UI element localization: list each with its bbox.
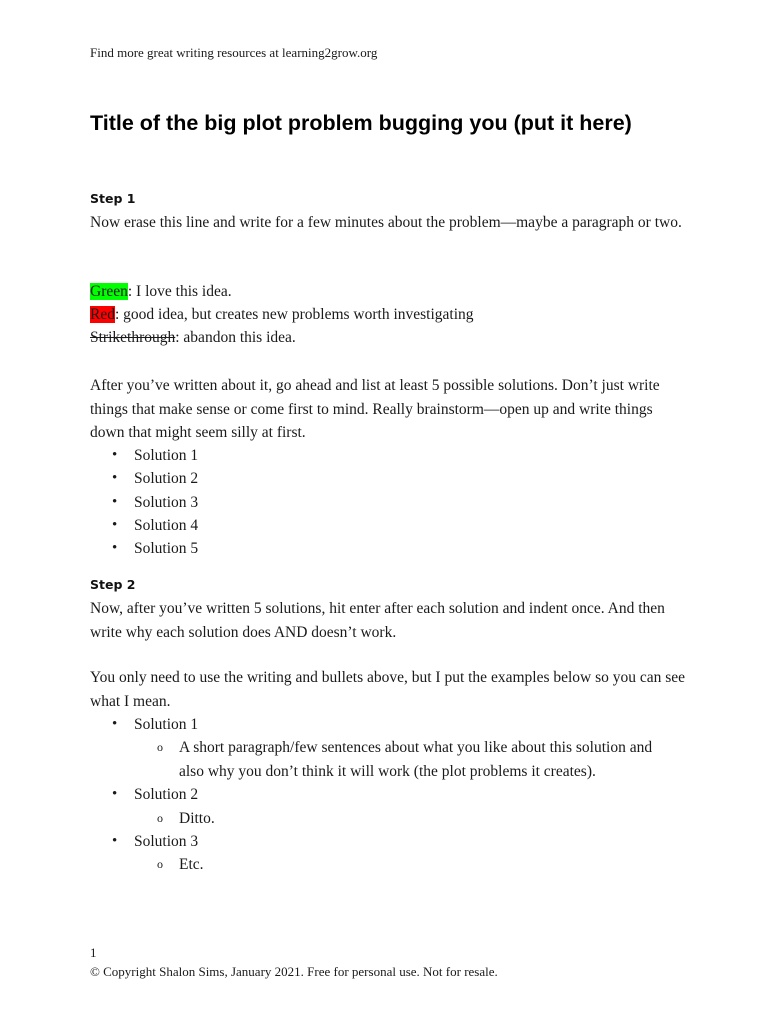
list-item: • Solution 2 (90, 783, 679, 806)
legend-red-word: Red (90, 306, 115, 323)
legend-green-word: Green (90, 283, 128, 300)
solutions-list (90, 444, 198, 560)
list-item: • Solution 1 (90, 444, 198, 467)
step-1-label: Step 1 (90, 191, 136, 206)
legend-red-text: : good idea, but creates new problems worth investigating (114, 306, 474, 323)
step-2-note: You only need to use the writing and bullets above, but I put the examples below so you can see what I mean. (90, 669, 686, 710)
page-number: 1 (90, 945, 97, 960)
list-item: • Solution 4 (90, 514, 198, 537)
sub-list-item (90, 736, 679, 783)
sub-list-item (90, 853, 679, 877)
legend-strike-word: Strikethrough (90, 329, 176, 346)
list-item: • Solution 3 (90, 830, 679, 853)
legend-red (90, 306, 474, 324)
header-resource-note: Find more great writing resources at learning2grow.org (90, 45, 378, 60)
sub-list-item (90, 807, 679, 831)
step-1-intro: Now erase this line and write for a few minutes about the problem—maybe a paragraph or two. (90, 214, 682, 231)
document-title: Title of the big plot problem bugging you (put it here) (90, 111, 632, 135)
list-item: • Solution 5 (90, 537, 198, 560)
step-2-intro: Now, after you’ve written 5 solutions, hit enter after each solution and indent once. And then write why each solution does AND doesn’t work. (90, 600, 665, 641)
list-item: • Solution 2 (90, 467, 198, 490)
hollow-bullet-icon: o (157, 810, 163, 825)
sub-item-text: Ditto. (179, 809, 215, 827)
examples-list (90, 713, 679, 877)
legend-green (90, 283, 232, 301)
legend-strike-text: : abandon this idea. (175, 329, 296, 346)
step-2-label: Step 2 (90, 577, 136, 592)
copyright-notice: © Copyright Shalon Sims, January 2021. Free for personal use. Not for resale. (90, 964, 498, 979)
hollow-bullet-icon: o (157, 857, 163, 872)
step-1-instructions: After you’ve written about it, go ahead and list at least 5 possible solutions. Don’t just write things that make sense or come first to mind. Really brainstorm—open up and write things down that might seem silly at first. (90, 377, 660, 441)
sub-item-text: A short paragraph/few sentences about what you like about this solution and also why you don’t think it will work (the plot problems it creates). (179, 739, 653, 780)
sub-item-text: Etc. (179, 856, 204, 874)
hollow-bullet-icon: o (157, 740, 163, 755)
list-item: • Solution 1 (90, 713, 679, 736)
legend-green-text: : I love this idea. (127, 283, 232, 300)
list-item: • Solution 3 (90, 491, 198, 514)
legend-strikethrough (90, 329, 296, 347)
